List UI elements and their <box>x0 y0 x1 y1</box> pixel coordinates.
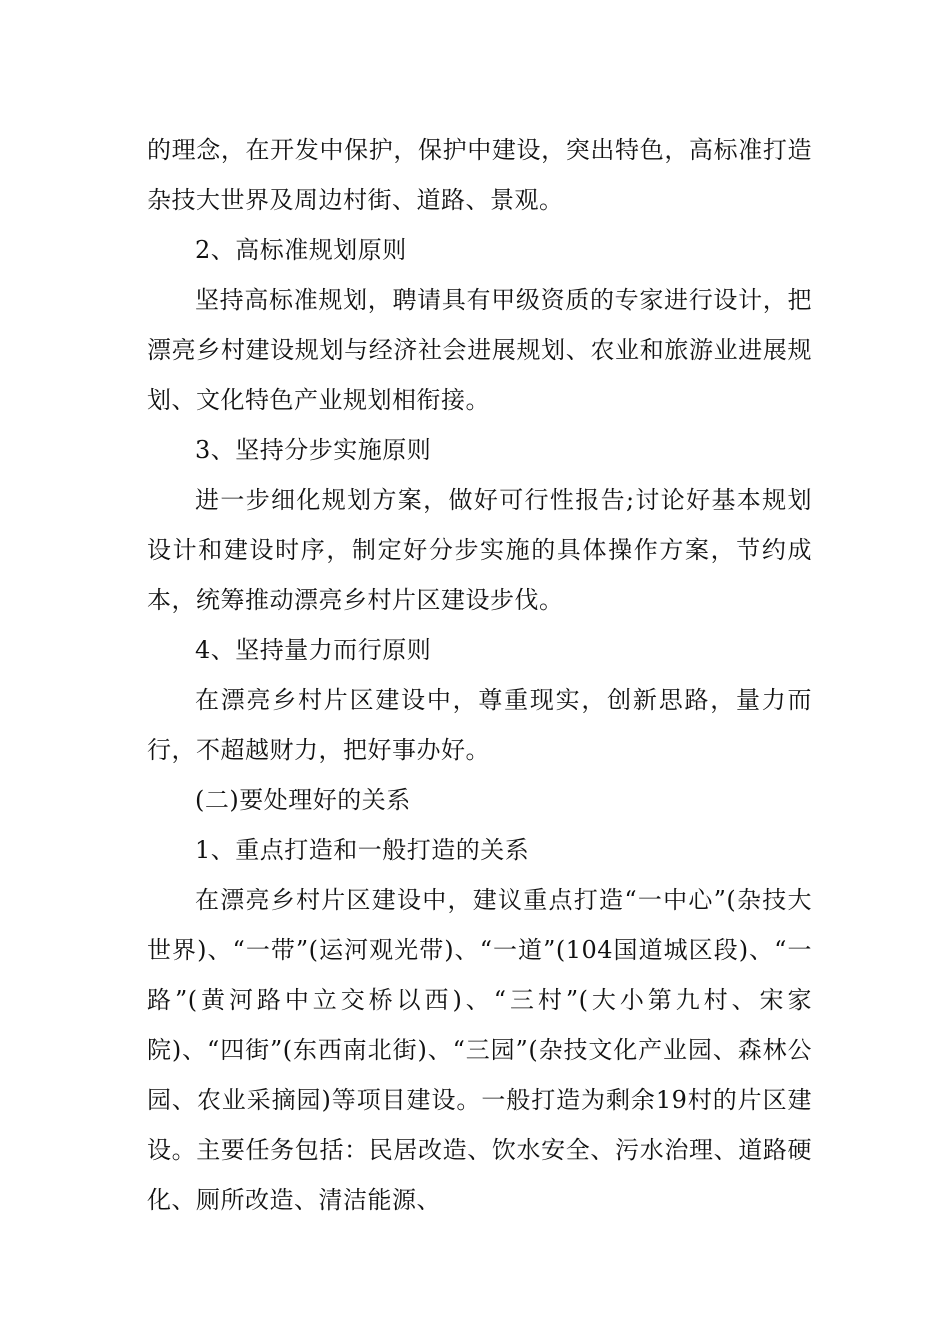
section-heading-relations: (二)要处理好的关系 <box>195 786 411 814</box>
heading-within-means: 4、坚持量力而行原则 <box>195 636 432 664</box>
paragraph-high-standard-planning: 坚持高标准规划，聘请具有甲级资质的专家进行设计，把漂亮乡村建设规划与经济社会进展规划、农业和旅游业进展规划、文化特色产业规划相衔接。 <box>147 286 812 414</box>
document-body <box>147 125 812 1225</box>
heading-high-standard-planning: 2、高标准规划原则 <box>195 236 407 264</box>
heading-step-by-step: 3、坚持分步实施原则 <box>195 436 432 464</box>
paragraph-key-vs-general: 在漂亮乡村片区建设中，建议重点打造“一中心”(杂技大世界)、“一带”(运河观光带)、“一道”(104国道城区段)、“一路”(黄河路中立交桥以西)、“三村”(大小第九村、宋家院)、“四街”(东西南北街)、“三园”(杂技文化产业园、森林公园、农业采摘园)等项目建设。一般打造为剩余19村的片区建设。主要任务包括：民居改造、饮水安全、污水治理、道路硬化、厕所改造、清洁能源、 <box>147 886 812 1214</box>
paragraph-continuation: 的理念，在开发中保护，保护中建设，突出特色，高标准打造杂技大世界及周边村街、道路、景观。 <box>147 136 812 214</box>
paragraph-step-by-step: 进一步细化规划方案，做好可行性报告;讨论好基本规划设计和建设时序，制定好分步实施的具体操作方案，节约成本，统筹推动漂亮乡村片区建设步伐。 <box>147 486 812 614</box>
paragraph-within-means: 在漂亮乡村片区建设中，尊重现实，创新思路，量力而行，不超越财力，把好事办好。 <box>147 686 812 764</box>
heading-key-vs-general: 1、重点打造和一般打造的关系 <box>195 836 530 864</box>
